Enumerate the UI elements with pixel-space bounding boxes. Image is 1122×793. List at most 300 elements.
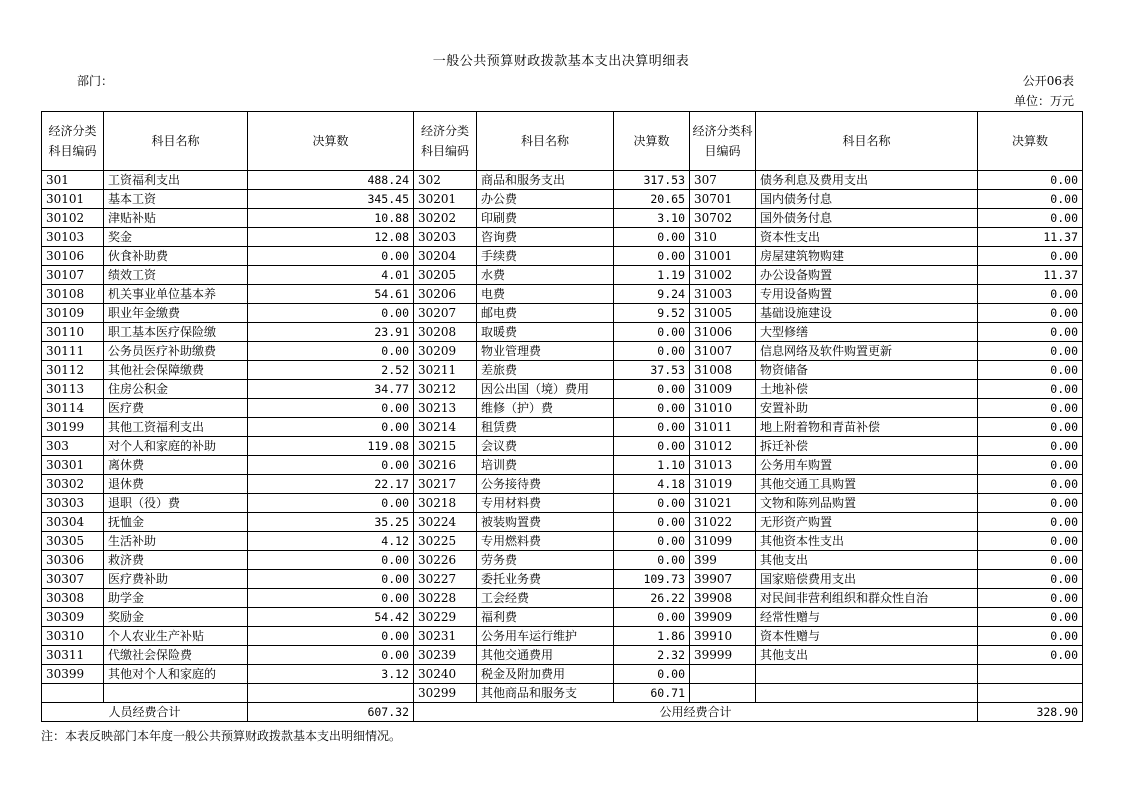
cell-code-b: 30212 [414, 380, 477, 399]
cell-name-c: 办公设备购置 [756, 266, 978, 285]
cell-amount-a: 0.00 [248, 551, 414, 570]
cell-code-b: 30202 [414, 209, 477, 228]
cell-amount-c: 0.00 [978, 589, 1083, 608]
cell-name-a: 职工基本医疗保险缴 [104, 323, 248, 342]
table-row [42, 494, 1083, 513]
cell-code-a: 30107 [42, 266, 104, 285]
table-row [42, 665, 1083, 684]
cell-name-c: 其他交通工具购置 [756, 475, 978, 494]
cell-name-a: 机关事业单位基本养 [104, 285, 248, 304]
cell-amount-c: 0.00 [978, 646, 1083, 665]
cell-amount-b: 0.00 [614, 399, 690, 418]
cell-name-a: 对个人和家庭的补助 [104, 437, 248, 456]
cell-name-a: 其他工资福利支出 [104, 418, 248, 437]
cell-amount-a: 12.08 [248, 228, 414, 247]
cell-amount-b: 0.00 [614, 494, 690, 513]
cell-amount-c: 0.00 [978, 513, 1083, 532]
totals-row [42, 703, 1083, 722]
cell-code-b: 30215 [414, 437, 477, 456]
cell-amount-b: 60.71 [614, 684, 690, 703]
cell-name-a: 职业年金缴费 [104, 304, 248, 323]
table-body [42, 171, 1083, 703]
cell-name-c: 无形资产购置 [756, 513, 978, 532]
table-row [42, 608, 1083, 627]
cell-amount-a: 4.12 [248, 532, 414, 551]
table-row [42, 380, 1083, 399]
table-row [42, 418, 1083, 437]
cell-amount-a: 23.91 [248, 323, 414, 342]
cell-amount-c: 0.00 [978, 570, 1083, 589]
cell-amount-a: 54.42 [248, 608, 414, 627]
cell-name-c: 其他支出 [756, 551, 978, 570]
cell-name-b: 委托业务费 [477, 570, 614, 589]
cell-amount-c [978, 665, 1083, 684]
cell-amount-c: 0.00 [978, 456, 1083, 475]
cell-code-c: 39909 [690, 608, 756, 627]
cell-name-c: 债务利息及费用支出 [756, 171, 978, 190]
cell-name-b: 邮电费 [477, 304, 614, 323]
cell-name-b: 其他商品和服务支 [477, 684, 614, 703]
cell-code-a: 30106 [42, 247, 104, 266]
unit-label: 单位：万元 [1013, 94, 1074, 108]
cell-name-a: 个人农业生产补贴 [104, 627, 248, 646]
cell-name-c: 拆迁补偿 [756, 437, 978, 456]
table-row [42, 323, 1083, 342]
cell-amount-b: 1.19 [614, 266, 690, 285]
table-row [42, 437, 1083, 456]
cell-name-a: 生活补助 [104, 532, 248, 551]
cell-code-c: 310 [690, 228, 756, 247]
col-header-amount-b: 决算数 [614, 112, 690, 171]
cell-amount-c: 0.00 [978, 380, 1083, 399]
cell-name-b: 劳务费 [477, 551, 614, 570]
cell-amount-a: 34.77 [248, 380, 414, 399]
personnel-total-value: 607.32 [248, 703, 414, 722]
cell-code-c: 399 [690, 551, 756, 570]
cell-name-c: 国内债务付息 [756, 190, 978, 209]
cell-code-c: 30702 [690, 209, 756, 228]
cell-name-a: 奖金 [104, 228, 248, 247]
cell-code-a: 30302 [42, 475, 104, 494]
cell-code-a: 30301 [42, 456, 104, 475]
form-number: 公开06表 [1022, 74, 1074, 88]
cell-amount-b: 37.53 [614, 361, 690, 380]
cell-code-c: 39999 [690, 646, 756, 665]
cell-name-c: 安置补助 [756, 399, 978, 418]
cell-amount-c: 0.00 [978, 551, 1083, 570]
cell-amount-a: 3.12 [248, 665, 414, 684]
cell-amount-c: 0.00 [978, 627, 1083, 646]
cell-amount-b: 1.86 [614, 627, 690, 646]
cell-name-a: 住房公积金 [104, 380, 248, 399]
cell-amount-a: 0.00 [248, 342, 414, 361]
cell-name-a: 退休费 [104, 475, 248, 494]
cell-amount-b: 0.00 [614, 532, 690, 551]
cell-code-c: 307 [690, 171, 756, 190]
cell-code-b: 30228 [414, 589, 477, 608]
cell-name-b: 水费 [477, 266, 614, 285]
cell-code-c [690, 684, 756, 703]
cell-code-a: 30109 [42, 304, 104, 323]
cell-amount-a: 2.52 [248, 361, 414, 380]
cell-code-b: 30207 [414, 304, 477, 323]
cell-name-c: 大型修缮 [756, 323, 978, 342]
cell-name-b: 印刷费 [477, 209, 614, 228]
cell-name-c [756, 684, 978, 703]
cell-name-b: 会议费 [477, 437, 614, 456]
col-header-name-c: 科目名称 [756, 112, 978, 171]
cell-name-a: 离休费 [104, 456, 248, 475]
cell-name-b: 公务用车运行维护 [477, 627, 614, 646]
cell-name-c: 基础设施建设 [756, 304, 978, 323]
cell-name-a: 医疗费 [104, 399, 248, 418]
cell-amount-a: 35.25 [248, 513, 414, 532]
cell-amount-a: 4.01 [248, 266, 414, 285]
col-header-amount-a: 决算数 [248, 112, 414, 171]
table-row [42, 646, 1083, 665]
cell-name-c [756, 665, 978, 684]
cell-amount-b: 0.00 [614, 323, 690, 342]
public-total-label: 公用经费合计 [414, 703, 978, 722]
cell-name-c: 资本性赠与 [756, 627, 978, 646]
cell-code-a: 30103 [42, 228, 104, 247]
cell-name-a: 工资福利支出 [104, 171, 248, 190]
col-header-code-b: 经济分类科目编码 [414, 112, 477, 171]
cell-amount-b: 0.00 [614, 437, 690, 456]
cell-name-c: 公务用车购置 [756, 456, 978, 475]
col-header-code-a: 经济分类科目编码 [42, 112, 104, 171]
cell-amount-a: 54.61 [248, 285, 414, 304]
cell-name-a: 奖励金 [104, 608, 248, 627]
cell-code-b: 30225 [414, 532, 477, 551]
cell-amount-b: 2.32 [614, 646, 690, 665]
col-header-name-a: 科目名称 [104, 112, 248, 171]
cell-amount-c: 0.00 [978, 304, 1083, 323]
cell-name-b: 因公出国（境）费用 [477, 380, 614, 399]
table-row [42, 627, 1083, 646]
col-header-amount-c: 决算数 [978, 112, 1083, 171]
cell-name-b: 其他交通费用 [477, 646, 614, 665]
table-row [42, 456, 1083, 475]
cell-name-b: 差旅费 [477, 361, 614, 380]
cell-amount-b: 9.24 [614, 285, 690, 304]
cell-name-a [104, 684, 248, 703]
cell-amount-b: 0.00 [614, 608, 690, 627]
table-row [42, 551, 1083, 570]
cell-amount-c: 0.00 [978, 532, 1083, 551]
cell-name-b: 税金及附加费用 [477, 665, 614, 684]
cell-name-c: 地上附着物和青苗补偿 [756, 418, 978, 437]
cell-amount-b: 1.10 [614, 456, 690, 475]
table-row [42, 513, 1083, 532]
cell-code-a: 30199 [42, 418, 104, 437]
cell-name-a: 基本工资 [104, 190, 248, 209]
cell-amount-c: 0.00 [978, 475, 1083, 494]
cell-code-b: 30213 [414, 399, 477, 418]
cell-name-c: 其他资本性支出 [756, 532, 978, 551]
personnel-total-label: 人员经费合计 [42, 703, 248, 722]
cell-code-c: 31012 [690, 437, 756, 456]
cell-code-b: 30240 [414, 665, 477, 684]
cell-name-a: 其他社会保障缴费 [104, 361, 248, 380]
cell-code-c: 39907 [690, 570, 756, 589]
cell-name-b: 福利费 [477, 608, 614, 627]
table-row [42, 228, 1083, 247]
cell-name-c: 专用设备购置 [756, 285, 978, 304]
cell-code-a: 30399 [42, 665, 104, 684]
cell-code-a: 30113 [42, 380, 104, 399]
table-row [42, 190, 1083, 209]
cell-amount-b: 26.22 [614, 589, 690, 608]
cell-code-c: 31002 [690, 266, 756, 285]
cell-name-b: 办公费 [477, 190, 614, 209]
cell-amount-a: 0.00 [248, 494, 414, 513]
cell-code-c: 31021 [690, 494, 756, 513]
cell-name-b: 专用燃料费 [477, 532, 614, 551]
cell-amount-a: 10.88 [248, 209, 414, 228]
cell-amount-c: 0.00 [978, 342, 1083, 361]
cell-name-c: 对民间非营利组织和群众性自治 [756, 589, 978, 608]
cell-amount-a: 0.00 [248, 627, 414, 646]
cell-code-c: 31013 [690, 456, 756, 475]
col-header-code-c: 经济分类科目编码 [690, 112, 756, 171]
cell-code-b: 30299 [414, 684, 477, 703]
cell-amount-c: 0.00 [978, 171, 1083, 190]
cell-amount-c: 0.00 [978, 190, 1083, 209]
cell-code-c: 30701 [690, 190, 756, 209]
cell-amount-a: 0.00 [248, 456, 414, 475]
cell-code-b: 30214 [414, 418, 477, 437]
cell-code-a: 30306 [42, 551, 104, 570]
cell-name-a: 医疗费补助 [104, 570, 248, 589]
cell-code-a: 30101 [42, 190, 104, 209]
cell-amount-b: 0.00 [614, 380, 690, 399]
cell-code-b: 30201 [414, 190, 477, 209]
cell-name-b: 电费 [477, 285, 614, 304]
cell-name-c: 经常性赠与 [756, 608, 978, 627]
cell-code-b: 30205 [414, 266, 477, 285]
cell-amount-a: 0.00 [248, 399, 414, 418]
cell-code-a: 30304 [42, 513, 104, 532]
cell-code-a: 30308 [42, 589, 104, 608]
cell-name-b: 取暖费 [477, 323, 614, 342]
cell-amount-b: 0.00 [614, 342, 690, 361]
cell-code-c: 31001 [690, 247, 756, 266]
table-row [42, 684, 1083, 703]
cell-code-c: 31007 [690, 342, 756, 361]
cell-code-b: 30216 [414, 456, 477, 475]
cell-amount-c [978, 684, 1083, 703]
cell-name-a: 代缴社会保险费 [104, 646, 248, 665]
cell-amount-a: 0.00 [248, 418, 414, 437]
cell-code-b: 30227 [414, 570, 477, 589]
cell-name-a: 退职（役）费 [104, 494, 248, 513]
cell-amount-c: 0.00 [978, 494, 1083, 513]
table-row [42, 304, 1083, 323]
cell-name-a: 津贴补贴 [104, 209, 248, 228]
cell-code-c: 31008 [690, 361, 756, 380]
table-row [42, 570, 1083, 589]
cell-amount-a: 119.08 [248, 437, 414, 456]
cell-name-a: 伙食补助费 [104, 247, 248, 266]
cell-name-b: 公务接待费 [477, 475, 614, 494]
cell-amount-b: 0.00 [614, 247, 690, 266]
cell-amount-c: 11.37 [978, 266, 1083, 285]
cell-name-c: 土地补偿 [756, 380, 978, 399]
cell-amount-c: 0.00 [978, 608, 1083, 627]
cell-name-b: 被装购置费 [477, 513, 614, 532]
table-row [42, 589, 1083, 608]
table-row [42, 171, 1083, 190]
cell-name-b: 专用材料费 [477, 494, 614, 513]
cell-code-a: 30303 [42, 494, 104, 513]
cell-amount-c: 11.37 [978, 228, 1083, 247]
cell-code-c: 39908 [690, 589, 756, 608]
cell-amount-b: 3.10 [614, 209, 690, 228]
cell-amount-c: 0.00 [978, 399, 1083, 418]
cell-amount-c: 0.00 [978, 418, 1083, 437]
cell-name-c: 资本性支出 [756, 228, 978, 247]
cell-code-c: 31099 [690, 532, 756, 551]
cell-name-b: 培训费 [477, 456, 614, 475]
cell-code-a: 30311 [42, 646, 104, 665]
cell-code-a: 30108 [42, 285, 104, 304]
cell-name-b: 物业管理费 [477, 342, 614, 361]
cell-amount-b: 20.65 [614, 190, 690, 209]
table-row [42, 285, 1083, 304]
cell-amount-a: 0.00 [248, 570, 414, 589]
cell-amount-b: 0.00 [614, 665, 690, 684]
cell-amount-a: 0.00 [248, 247, 414, 266]
cell-amount-c: 0.00 [978, 247, 1083, 266]
cell-code-c: 31006 [690, 323, 756, 342]
table-row [42, 209, 1083, 228]
cell-code-b: 30208 [414, 323, 477, 342]
footnote: 注：本表反映部门本年度一般公共预算财政拨款基本支出明细情况。 [41, 729, 402, 743]
page-title: 一般公共预算财政拨款基本支出决算明细表 [432, 54, 690, 69]
cell-code-b: 30209 [414, 342, 477, 361]
cell-name-c: 房屋建筑物购建 [756, 247, 978, 266]
cell-code-b: 30224 [414, 513, 477, 532]
table-row [42, 475, 1083, 494]
cell-code-b: 30218 [414, 494, 477, 513]
cell-amount-c: 0.00 [978, 285, 1083, 304]
cell-name-b: 商品和服务支出 [477, 171, 614, 190]
table-row [42, 532, 1083, 551]
cell-amount-b: 0.00 [614, 513, 690, 532]
table-row [42, 361, 1083, 380]
cell-name-c: 文物和陈列品购置 [756, 494, 978, 513]
cell-code-a: 30102 [42, 209, 104, 228]
cell-code-c: 31010 [690, 399, 756, 418]
cell-name-b: 咨询费 [477, 228, 614, 247]
cell-amount-b: 109.73 [614, 570, 690, 589]
cell-code-a: 30114 [42, 399, 104, 418]
cell-code-c: 31019 [690, 475, 756, 494]
cell-amount-a: 488.24 [248, 171, 414, 190]
cell-name-b: 工会经费 [477, 589, 614, 608]
cell-name-c: 信息网络及软件购置更新 [756, 342, 978, 361]
cell-code-b: 30211 [414, 361, 477, 380]
cell-amount-a: 345.45 [248, 190, 414, 209]
cell-amount-a: 0.00 [248, 589, 414, 608]
cell-amount-a: 0.00 [248, 646, 414, 665]
expenditure-table [41, 111, 1083, 722]
cell-code-c [690, 665, 756, 684]
cell-name-a: 助学金 [104, 589, 248, 608]
cell-amount-a [248, 684, 414, 703]
cell-amount-c: 0.00 [978, 209, 1083, 228]
cell-amount-a: 0.00 [248, 304, 414, 323]
cell-name-c: 国家赔偿费用支出 [756, 570, 978, 589]
cell-code-b: 30231 [414, 627, 477, 646]
cell-code-a: 30310 [42, 627, 104, 646]
cell-code-b: 30206 [414, 285, 477, 304]
cell-code-a: 301 [42, 171, 104, 190]
cell-amount-b: 4.18 [614, 475, 690, 494]
table-row [42, 342, 1083, 361]
cell-name-a: 救济费 [104, 551, 248, 570]
cell-name-b: 手续费 [477, 247, 614, 266]
cell-name-a: 其他对个人和家庭的 [104, 665, 248, 684]
table-row [42, 247, 1083, 266]
cell-amount-b: 0.00 [614, 228, 690, 247]
cell-code-b: 30204 [414, 247, 477, 266]
cell-name-a: 绩效工资 [104, 266, 248, 285]
cell-code-b: 30229 [414, 608, 477, 627]
cell-name-c: 其他支出 [756, 646, 978, 665]
cell-name-c: 物资储备 [756, 361, 978, 380]
cell-code-a: 30307 [42, 570, 104, 589]
cell-code-b: 30217 [414, 475, 477, 494]
cell-code-b: 30203 [414, 228, 477, 247]
cell-code-a: 30112 [42, 361, 104, 380]
cell-amount-b: 0.00 [614, 551, 690, 570]
department-label: 部门： [77, 74, 114, 88]
cell-name-b: 租赁费 [477, 418, 614, 437]
cell-code-b: 302 [414, 171, 477, 190]
cell-code-a: 30111 [42, 342, 104, 361]
cell-amount-c: 0.00 [978, 323, 1083, 342]
cell-amount-a: 22.17 [248, 475, 414, 494]
table-row [42, 266, 1083, 285]
cell-code-c: 31022 [690, 513, 756, 532]
cell-amount-c: 0.00 [978, 361, 1083, 380]
cell-amount-b: 0.00 [614, 418, 690, 437]
public-total-value: 328.90 [978, 703, 1083, 722]
cell-code-c: 39910 [690, 627, 756, 646]
header-row [42, 112, 1083, 171]
cell-code-a: 303 [42, 437, 104, 456]
cell-amount-b: 9.52 [614, 304, 690, 323]
cell-code-b: 30226 [414, 551, 477, 570]
cell-code-c: 31011 [690, 418, 756, 437]
cell-name-a: 公务员医疗补助缴费 [104, 342, 248, 361]
cell-code-a [42, 684, 104, 703]
cell-code-a: 30309 [42, 608, 104, 627]
cell-code-c: 31009 [690, 380, 756, 399]
cell-name-a: 抚恤金 [104, 513, 248, 532]
cell-code-a: 30110 [42, 323, 104, 342]
cell-code-b: 30239 [414, 646, 477, 665]
cell-amount-c: 0.00 [978, 437, 1083, 456]
cell-code-a: 30305 [42, 532, 104, 551]
cell-amount-b: 317.53 [614, 171, 690, 190]
cell-code-c: 31005 [690, 304, 756, 323]
table-row [42, 399, 1083, 418]
col-header-name-b: 科目名称 [477, 112, 614, 171]
cell-code-c: 31003 [690, 285, 756, 304]
